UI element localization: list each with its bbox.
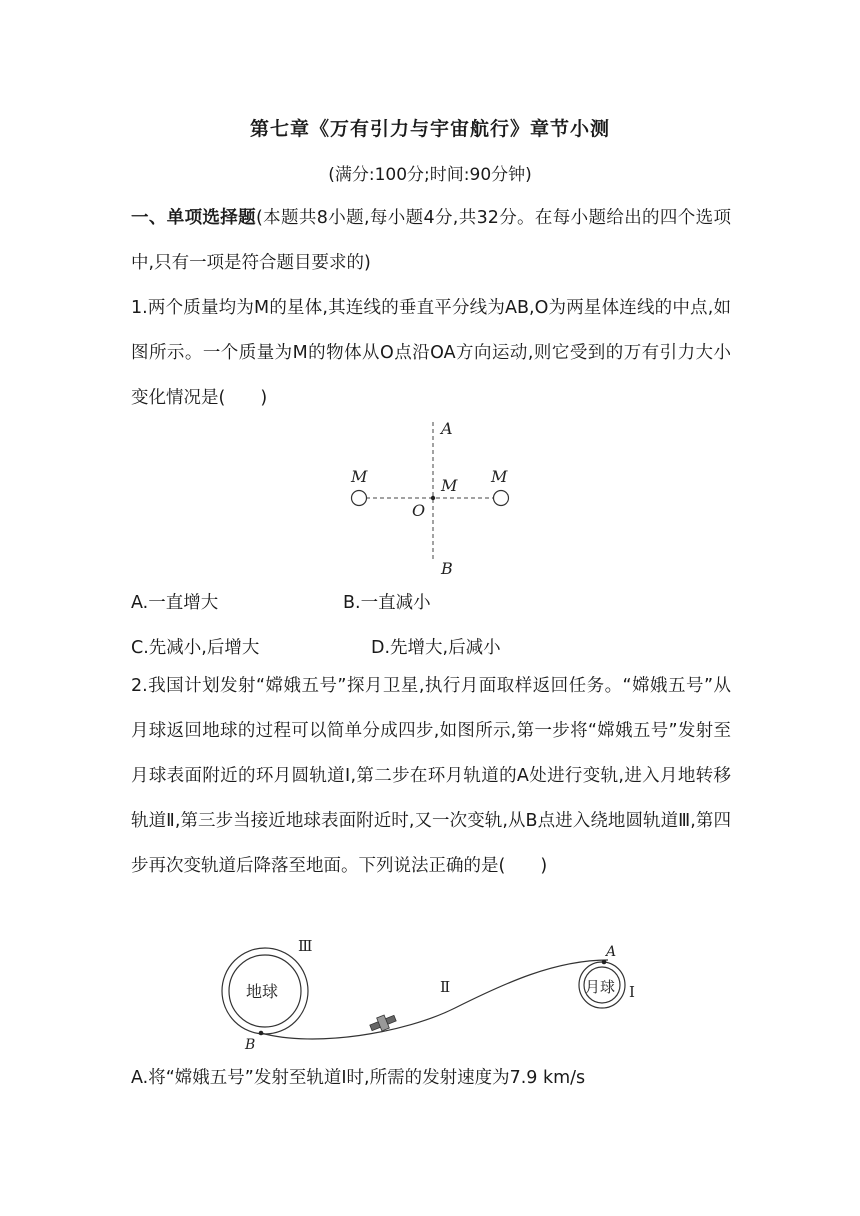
spacecraft-icon	[368, 1012, 397, 1035]
orbit-ii-label: Ⅱ	[440, 978, 451, 996]
right-star	[494, 491, 509, 506]
question-2-stem: 2.我国计划发射“嫦娥五号”探月卫星,执行月面取样返回任务。“嫦娥五号”从月球返回地球的过程可以简单分成四步,如图所示,第一步将“嫦娥五号”发射至月球表面附近的环月圆轨道Ⅰ,第二步在环月轨道的A处进行变轨,进入月地转移轨道Ⅱ,第三步当接近地球表面附近时,又一次变轨,从B点进入绕地圆轨道Ⅲ,第四步再次变轨道后降落至地面。下列说法正确的是( )	[131, 676, 731, 876]
q1-option-b: B.一直减小	[343, 593, 431, 613]
label-b: B	[441, 559, 453, 578]
page-subtitle: (满分:100分;时间:90分钟)	[328, 165, 532, 185]
point-b-dot	[259, 1031, 264, 1036]
label-m-center: M	[441, 476, 458, 495]
orbit-iii-label: Ⅲ	[298, 938, 313, 955]
q2-option-a: A.将“嫦娥五号”发射至轨道Ⅰ时,所需的发射速度为7.9 km/s	[131, 1068, 586, 1088]
section-1-description: (本题共8小题,每小题4分,共32分。在每小题给出的四个选项中,只有一项是符合题目要求的)	[131, 208, 731, 273]
label-a: A	[441, 419, 453, 438]
q1-option-c: C.先减小,后增大	[131, 638, 260, 658]
question-1-figure	[340, 418, 530, 580]
section-1-heading: 一、单项选择题	[131, 208, 256, 228]
moon-label: 月球	[585, 978, 616, 996]
earth-label: 地球	[246, 982, 279, 1001]
point-a-label: A	[606, 944, 617, 960]
question-2-figure	[215, 938, 645, 1054]
label-o: O	[412, 501, 426, 520]
q1-option-d: D.先增大,后减小	[371, 638, 501, 658]
point-b-label: B	[245, 1037, 256, 1053]
label-m-left: M	[351, 467, 368, 486]
label-m-right: M	[491, 467, 508, 486]
transfer-orbit-ii	[261, 960, 608, 1039]
orbit-i-label: Ⅰ	[629, 983, 635, 1001]
section-1-intro	[131, 196, 731, 286]
point-a-dot	[602, 960, 607, 965]
question-1-stem: 1.两个质量均为M的星体,其连线的垂直平分线为AB,O为两星体连线的中点,如图所示。一个质量为M的物体从O点沿OA方向运动,则它受到的万有引力大小变化情况是( )	[131, 298, 731, 408]
page-title: 第七章《万有引力与宇宙航行》章节小测	[249, 118, 610, 140]
left-star	[352, 491, 367, 506]
q1-option-a: A.一直增大	[131, 593, 219, 613]
center-mass-dot	[431, 496, 435, 500]
